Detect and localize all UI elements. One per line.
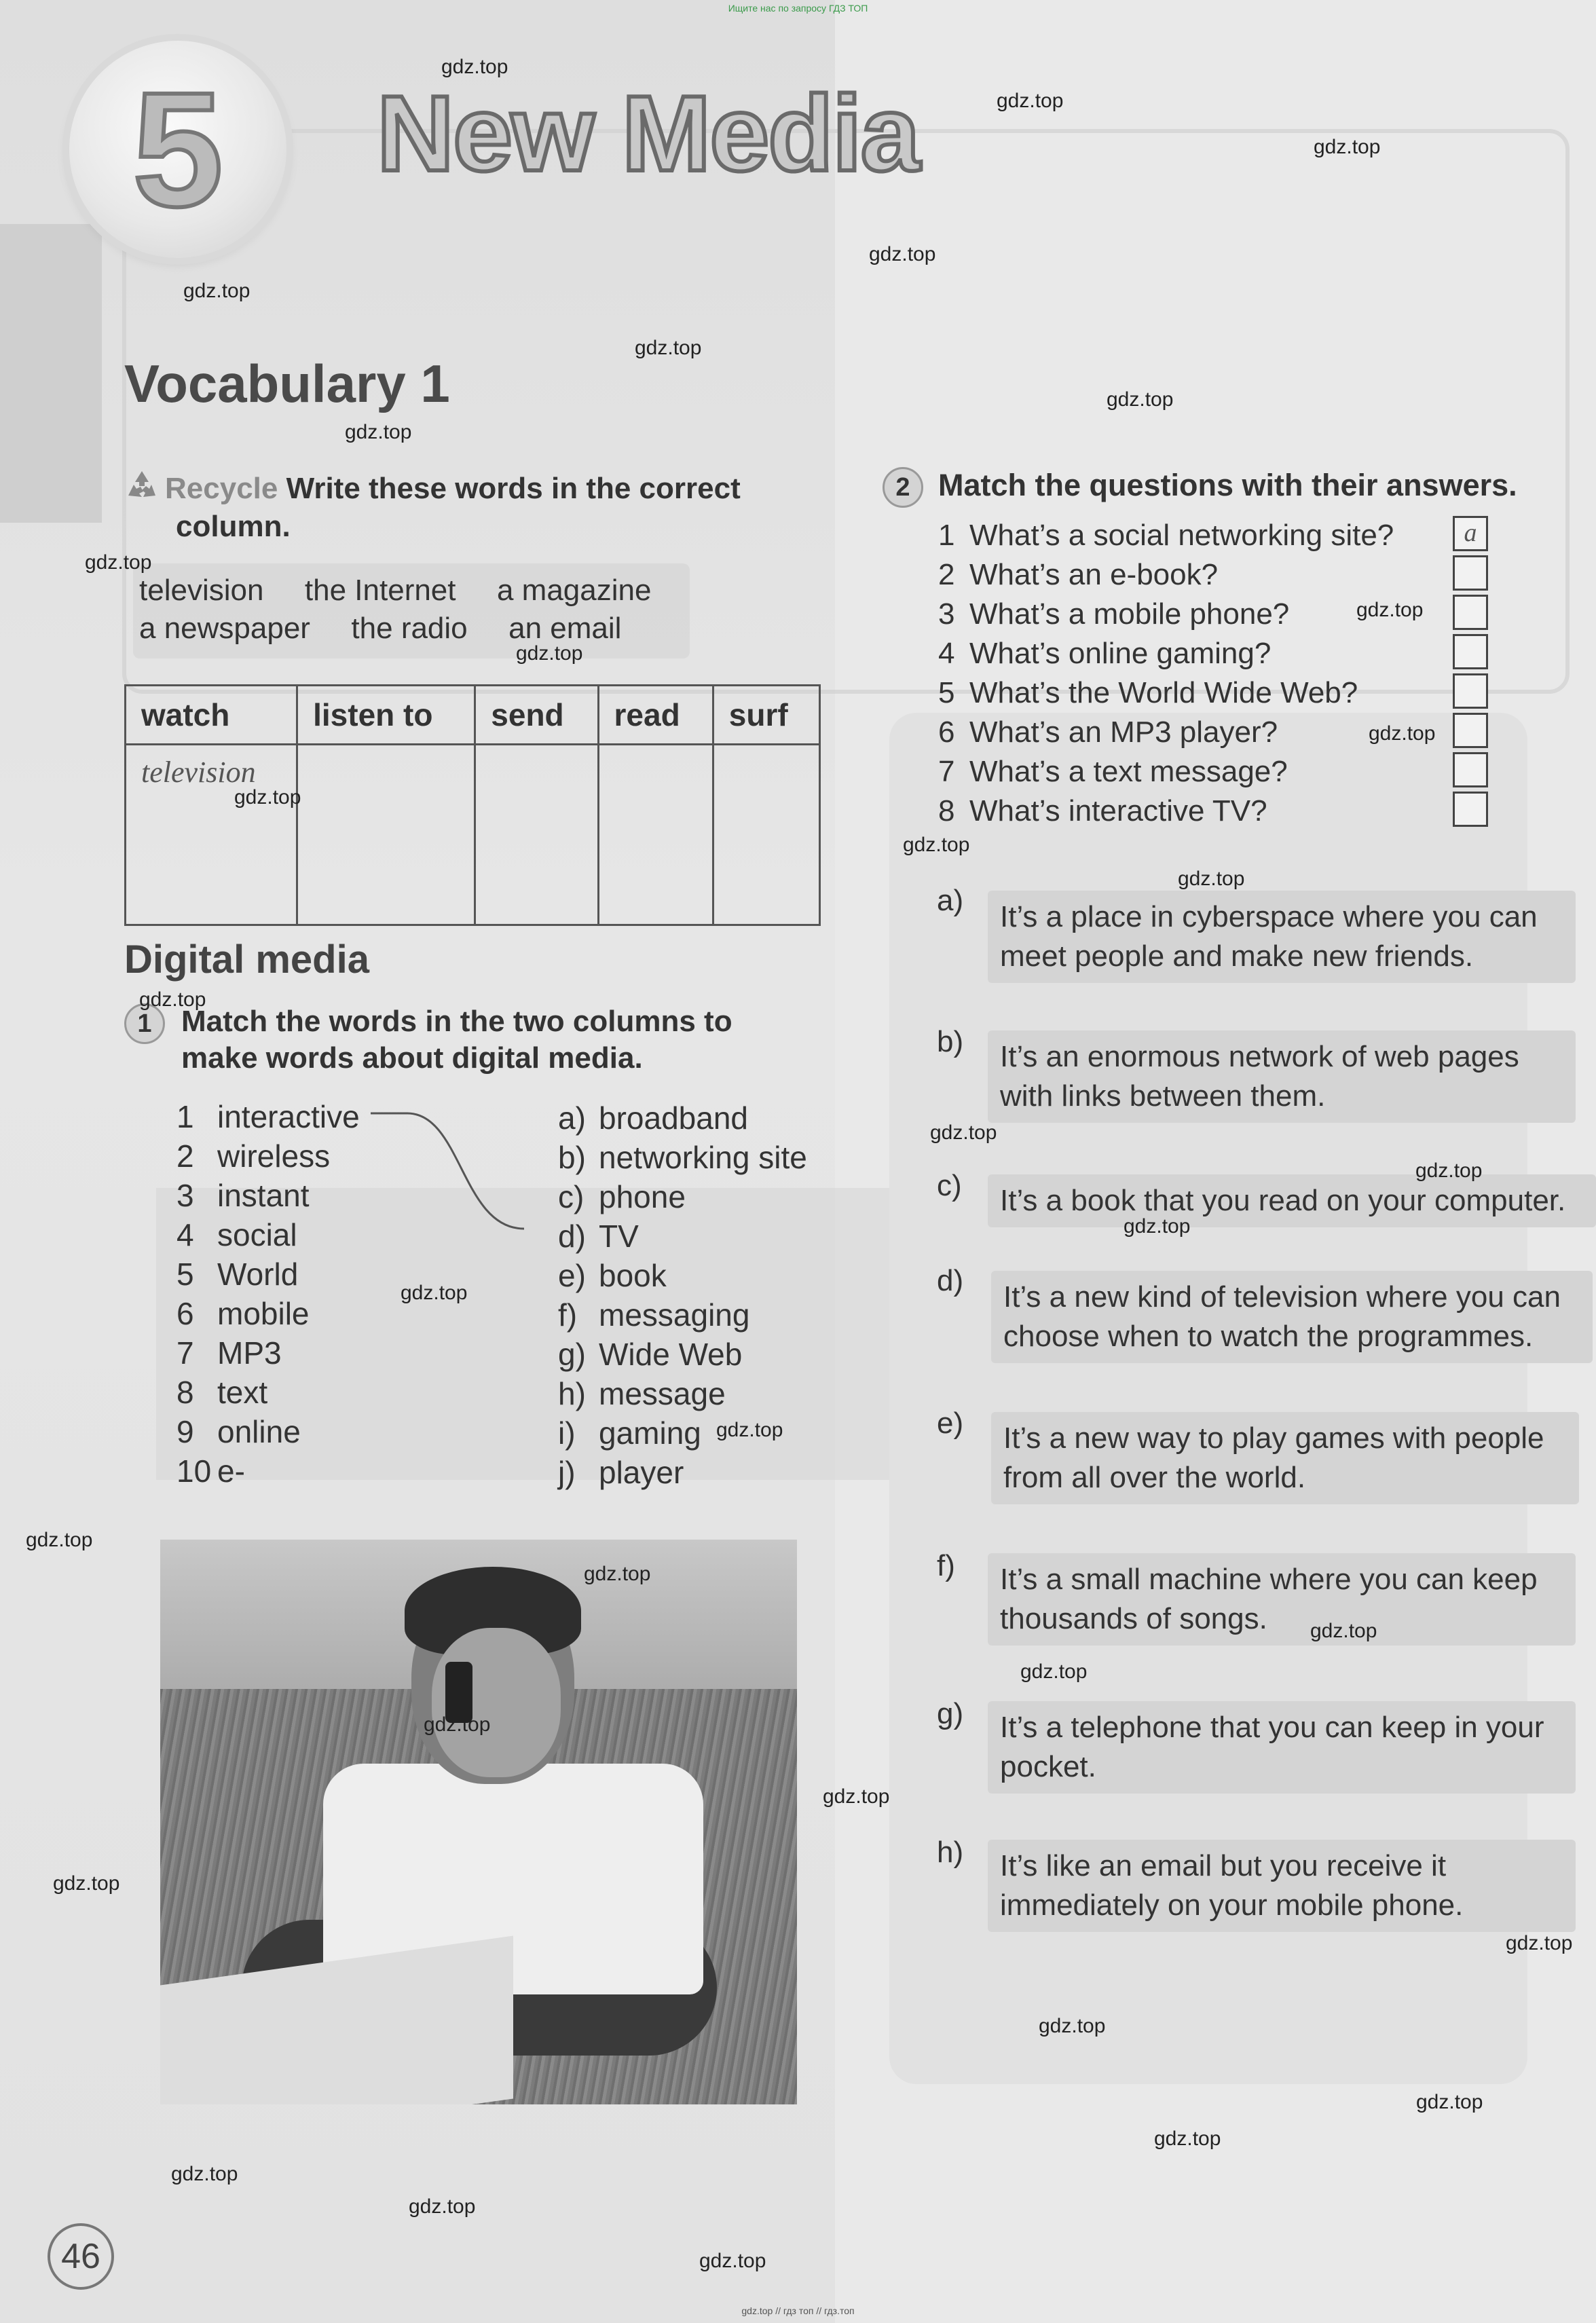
answer-line: It’s a telephone that you can keep in your [1000,1711,1544,1744]
list-item[interactable] [177,1097,360,1136]
answer-line: It’s a new way to play games with people [1003,1421,1544,1455]
item-word: instant [217,1178,310,1213]
recycle-instruction-line2: column. [176,510,291,543]
answer-letter: c) [937,1169,962,1202]
watermark: gdz.top [234,786,301,809]
word-item: a magazine [496,574,652,607]
watermark: gdz.top [930,1121,997,1144]
column-header-listen: listen to [297,686,475,745]
photo-boy-with-phone [160,1540,797,2104]
question-text: What’s a social networking site? [969,519,1394,552]
answer-line: thousands of songs. [1000,1602,1267,1635]
answer-letter: g) [937,1697,964,1730]
bottom-note: gdz.top // гдз топ // гдз.топ [741,2305,855,2316]
answer-checkbox[interactable] [1453,555,1488,591]
question-text: What’s a mobile phone? [969,597,1290,631]
watermark: gdz.top [1154,2127,1221,2150]
list-item[interactable] [558,1098,807,1138]
watermark: gdz.top [441,56,508,78]
cell-surf[interactable] [713,745,819,925]
list-item[interactable] [177,1255,360,1294]
answer-box [988,1701,1576,1794]
answer-box [988,1030,1576,1123]
item-letter: b) [558,1140,586,1175]
item-letter: h) [558,1376,586,1411]
watermark: gdz.top [584,1563,651,1585]
answer-checkbox[interactable] [1453,752,1488,787]
item-number: 8 [177,1375,194,1410]
instruction-line: make words about digital media. [181,1041,643,1075]
item-number: 4 [177,1217,194,1252]
watermark: gdz.top [1107,388,1174,411]
question-number: 7 [938,755,955,788]
answer-box [991,1412,1579,1504]
table-header-row [126,686,820,745]
page-number: 46 [48,2223,114,2290]
watermark: gdz.top [1506,1932,1573,1954]
list-item[interactable] [177,1136,360,1176]
answer-letter: f) [937,1549,955,1582]
instruction-line: Match the words in the two columns to [181,1005,732,1038]
question-text: What’s online gaming? [969,637,1272,670]
cell-send[interactable] [475,745,598,925]
watermark: gdz.top [699,2250,766,2272]
watermark: gdz.top [997,90,1064,112]
watermark: gdz.top [26,1529,93,1551]
answer-box [988,1553,1576,1646]
watermark: gdz.top [1178,868,1245,890]
item-word: broadband [599,1100,748,1136]
watermark: gdz.top [183,280,250,302]
answer-checkbox[interactable] [1453,792,1488,827]
recycle-instruction-line1: Write these words in the correct [286,472,741,505]
digital-media-title: Digital media [124,937,369,982]
answer-line: It’s like an email but you receive it [1000,1849,1447,1882]
list-item[interactable] [558,1295,807,1335]
watermark: gdz.top [716,1419,783,1441]
item-word: gaming [599,1415,701,1451]
recycle-label: Recycle [165,472,278,505]
question-text: What’s an MP3 player? [969,716,1278,749]
answer-checkbox[interactable] [1453,713,1488,748]
unit-title: New Media [377,74,919,193]
watermark: gdz.top [869,243,936,265]
answer-checkbox[interactable] [1453,673,1488,709]
watermark: gdz.top [635,337,702,359]
answer-letter: a) [937,884,964,917]
question-number: 6 [938,716,955,749]
question-number: 5 [938,676,955,709]
recycle-instruction [124,468,803,546]
column-header-watch: watch [126,686,297,745]
list-item[interactable] [558,1216,807,1256]
item-word: interactive [217,1099,360,1134]
column-header-send: send [475,686,598,745]
answer-line: It’s a small machine where you can keep [1000,1563,1538,1596]
table-row [126,745,820,925]
exercise-number: 2 [883,467,923,508]
item-word: e- [217,1453,245,1489]
watermark: gdz.top [1369,722,1436,745]
answer-line: choose when to watch the programmes. [1003,1320,1534,1353]
watermark: gdz.top [1310,1620,1377,1642]
answer-checkbox[interactable] [1453,634,1488,669]
answer-box [988,891,1576,983]
item-word: online [217,1414,301,1449]
side-tab [0,224,102,523]
item-number: 10 [177,1453,212,1489]
list-item[interactable] [177,1412,360,1451]
item-letter: d) [558,1219,586,1254]
watermark: gdz.top [171,2163,238,2185]
word-item: the radio [351,612,468,645]
question-row [938,792,1488,831]
answer-line: immediately on your mobile phone. [1000,1889,1464,1922]
item-word: social [217,1217,297,1252]
cell-listen[interactable] [297,745,475,925]
watermark: gdz.top [1356,599,1424,621]
answer-letter: h) [937,1836,964,1869]
answer-checkbox[interactable]: a [1453,516,1488,551]
item-number: 3 [177,1178,194,1213]
list-item[interactable] [177,1333,360,1373]
watermark: gdz.top [1039,2015,1106,2037]
section-title: Vocabulary 1 [124,354,450,413]
watermark: gdz.top [85,551,152,574]
list-item[interactable] [558,1453,807,1492]
list-item[interactable] [558,1138,807,1177]
item-word: TV [599,1219,639,1254]
item-letter: c) [558,1179,584,1214]
item-number: 6 [177,1296,194,1331]
list-item[interactable] [177,1294,360,1333]
exercise-number: 1 [124,1003,165,1044]
answer-box [991,1271,1593,1363]
answer-box [988,1840,1576,1932]
watermark: gdz.top [401,1282,468,1304]
watermark: gdz.top [1416,2091,1483,2113]
item-word: World [217,1257,299,1292]
answer-checkbox[interactable] [1453,595,1488,630]
item-word: Wide Web [599,1337,743,1372]
watermark: gdz.top [1415,1159,1483,1182]
list-item[interactable] [177,1176,360,1215]
word-row [139,572,651,610]
answer-box [988,1174,1596,1227]
watermark: gdz.top [1124,1215,1191,1238]
question-text: What’s the World Wide Web? [969,676,1358,709]
question-text: What’s a text message? [969,755,1288,788]
item-number: 9 [177,1414,194,1449]
list-item[interactable] [558,1374,807,1413]
question-row [938,752,1488,792]
word-list [139,572,651,648]
item-word: player [599,1455,684,1490]
question-number: 1 [938,519,955,552]
item-letter: a) [558,1100,586,1136]
watermark: gdz.top [409,2195,476,2218]
match-connector-line [367,1100,570,1249]
word-item: a newspaper [139,612,310,645]
answer-line: with links between them. [1000,1079,1326,1113]
cell-watch[interactable]: television [126,745,297,925]
item-number: 5 [177,1257,194,1292]
column-header-surf: surf [713,686,819,745]
list-item[interactable] [558,1256,807,1295]
item-letter: i) [558,1415,576,1451]
unit-number: 5 [132,58,223,240]
watermark: gdz.top [53,1872,120,1895]
item-letter: e) [558,1258,586,1293]
list-item[interactable] [177,1215,360,1255]
answer-line: It’s an enormous network of web pages [1000,1040,1519,1073]
list-item[interactable] [558,1177,807,1216]
item-number: 1 [177,1099,194,1134]
item-word: text [217,1375,268,1410]
question-text: What’s an e-book? [969,558,1219,591]
answer-line: from all over the world. [1003,1461,1306,1494]
item-word: message [599,1376,726,1411]
cell-read[interactable] [598,745,713,925]
question-row [938,516,1488,555]
answer-line: pocket. [1000,1750,1096,1783]
answer-line: It’s a place in cyberspace where you can [1000,900,1538,933]
answer-letter: b) [937,1025,964,1058]
column-header-read: read [598,686,713,745]
word-item: an email [508,612,622,645]
recycle-icon [124,468,160,504]
question-text: What’s interactive TV? [969,794,1267,828]
answer-line: It’s a new kind of television where you can [1003,1280,1561,1314]
answer-letter: d) [937,1264,964,1297]
answer-line: meet people and make new friends. [1000,940,1474,973]
item-letter: f) [558,1297,578,1333]
question-number: 8 [938,794,955,828]
item-number: 2 [177,1138,194,1174]
exercise1-instruction [181,1003,860,1077]
item-word: phone [599,1179,686,1214]
watermark: gdz.top [424,1713,491,1736]
questions-list [938,516,1488,831]
item-word: messaging [599,1297,750,1333]
word-item: the Internet [304,574,456,607]
item-word: networking site [599,1140,807,1175]
watermark: gdz.top [139,988,206,1011]
watermark: gdz.top [1314,136,1381,158]
list-item[interactable] [177,1451,360,1491]
list-item[interactable] [177,1373,360,1412]
exercise2-instruction: Match the questions with their answers. [938,468,1517,502]
item-letter: j) [558,1455,576,1490]
question-row [938,634,1488,673]
word-item: television [139,574,264,607]
item-word: book [599,1258,667,1293]
answer-letter: e) [937,1407,964,1440]
watermark: gdz.top [345,421,412,443]
answer-line: It’s a book that you read on your computer. [1000,1184,1566,1217]
match-left-column [177,1097,360,1491]
item-word: MP3 [217,1335,282,1371]
item-word: wireless [217,1138,331,1174]
list-item[interactable] [558,1335,807,1374]
question-row [938,555,1488,595]
item-number: 7 [177,1335,194,1371]
top-note: Ищите нас по запросу ГДЗ ТОП [728,3,868,14]
item-letter: g) [558,1337,586,1372]
watermark: gdz.top [903,834,970,856]
question-number: 3 [938,597,955,631]
watermark: gdz.top [823,1785,890,1808]
watermark: gdz.top [516,642,583,665]
word-columns-table [124,684,821,926]
watermark: gdz.top [1020,1660,1088,1683]
question-row [938,673,1488,713]
question-number: 4 [938,637,955,670]
item-word: mobile [217,1296,310,1331]
question-number: 2 [938,558,955,591]
